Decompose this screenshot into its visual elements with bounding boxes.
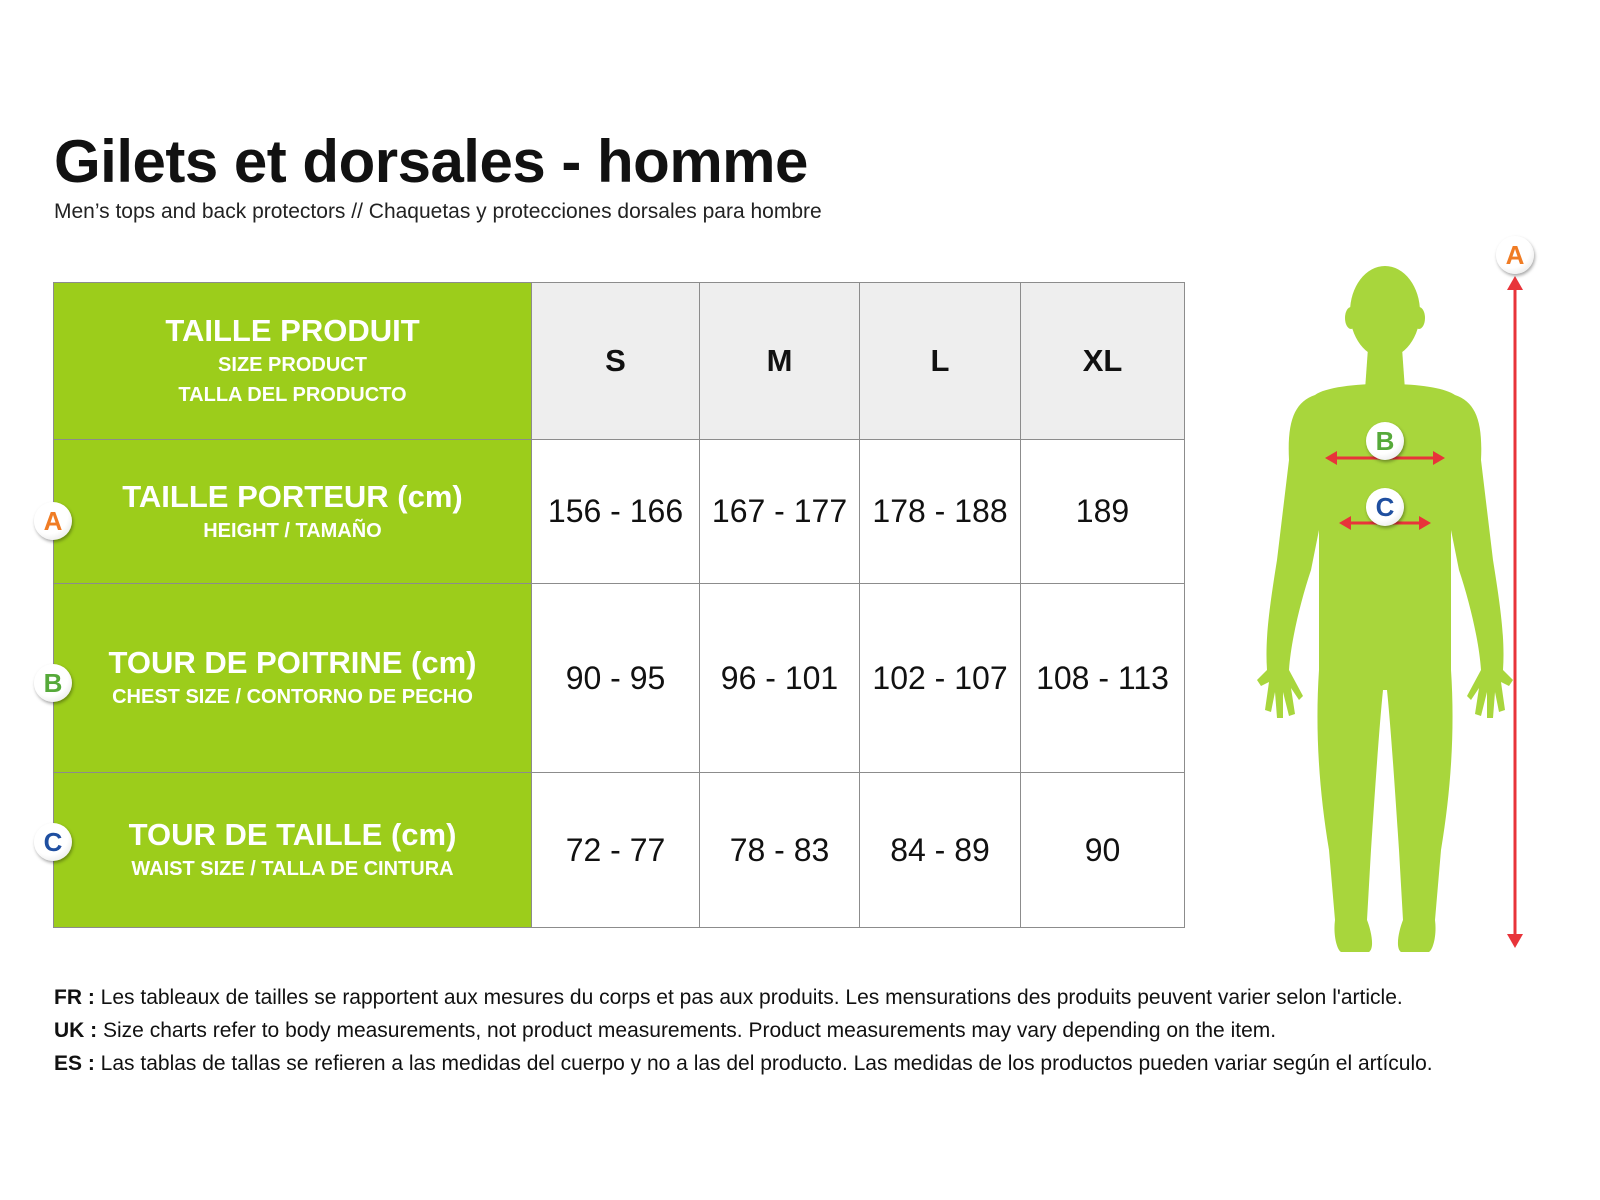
figure-marker-b: B bbox=[1366, 422, 1404, 460]
chest-row-header bbox=[54, 584, 532, 773]
size-product-label-en: SIZE PRODUCT bbox=[218, 354, 367, 376]
row-sublabel: WAIST SIZE / TALLA DE CINTURA bbox=[131, 858, 454, 880]
table-row-chest bbox=[54, 584, 1185, 773]
size-chart-table bbox=[53, 282, 1185, 928]
row-badge-a: A bbox=[34, 502, 72, 540]
table-row-height bbox=[54, 440, 1185, 584]
table-cell: 78 - 83 bbox=[700, 773, 860, 928]
size-notes bbox=[54, 981, 1433, 1080]
note-lang: FR : bbox=[54, 986, 95, 1009]
row-label: TOUR DE POITRINE (cm) bbox=[108, 645, 477, 680]
note-es bbox=[54, 1047, 1433, 1080]
table-cell: 90 bbox=[1021, 773, 1185, 928]
height-row-header bbox=[54, 440, 532, 584]
table-cell: 96 - 101 bbox=[700, 584, 860, 773]
table-cell: 178 - 188 bbox=[860, 440, 1021, 584]
row-label: TAILLE PORTEUR (cm) bbox=[122, 478, 463, 514]
note-uk bbox=[54, 1014, 1433, 1047]
note-text: Les tableaux de tailles se rapportent aux mesures du corps et pas aux produits. Les mensurations des produits peuvent varier selon l'article. bbox=[94, 986, 1403, 1009]
height-arrow-icon bbox=[1507, 276, 1523, 948]
waist-row-header bbox=[54, 773, 532, 928]
page-title: Gilets et dorsales - homme bbox=[54, 128, 808, 195]
size-header-row bbox=[54, 283, 1185, 440]
table-cell: 72 - 77 bbox=[532, 773, 700, 928]
size-column-xl: XL bbox=[1021, 283, 1185, 440]
table-cell: 167 - 177 bbox=[700, 440, 860, 584]
page-subtitle: Men’s tops and back protectors // Chaquetas y protecciones dorsales para hombre bbox=[54, 200, 822, 223]
row-sublabel: CHEST SIZE / CONTORNO DE PECHO bbox=[112, 686, 473, 708]
size-product-header bbox=[54, 283, 532, 440]
size-product-label-es: TALLA DEL PRODUCTO bbox=[178, 384, 407, 406]
note-text: Size charts refer to body measurements, not product measurements. Product measurements may vary depending on the item. bbox=[97, 1019, 1277, 1042]
table-cell: 108 - 113 bbox=[1021, 584, 1185, 773]
size-column-l: L bbox=[860, 283, 1021, 440]
table-cell: 102 - 107 bbox=[860, 584, 1021, 773]
table-cell: 84 - 89 bbox=[860, 773, 1021, 928]
table-cell: 189 bbox=[1021, 440, 1185, 584]
figure-marker-a: A bbox=[1496, 236, 1534, 274]
row-sublabel: HEIGHT / TAMAÑO bbox=[203, 519, 382, 542]
table-cell: 156 - 166 bbox=[532, 440, 700, 584]
row-badge-b: B bbox=[34, 664, 72, 702]
figure-marker-c: C bbox=[1366, 488, 1404, 526]
human-silhouette-icon bbox=[1257, 266, 1513, 952]
note-lang: UK : bbox=[54, 1019, 98, 1042]
size-product-label: TAILLE PRODUIT bbox=[165, 313, 420, 348]
table-cell: 90 - 95 bbox=[532, 584, 700, 773]
note-lang: ES : bbox=[54, 1052, 95, 1075]
size-column-m: M bbox=[700, 283, 860, 440]
row-badge-c: C bbox=[34, 823, 72, 861]
table-row-waist bbox=[54, 773, 1185, 928]
body-figure bbox=[1255, 230, 1575, 990]
row-label: TOUR DE TAILLE (cm) bbox=[128, 817, 457, 852]
note-fr bbox=[54, 981, 1433, 1014]
size-column-s: S bbox=[532, 283, 700, 440]
note-text: Las tablas de tallas se refieren a las medidas del cuerpo y no a las del producto. Las medidas de los productos pueden variar según el artículo. bbox=[94, 1052, 1433, 1075]
